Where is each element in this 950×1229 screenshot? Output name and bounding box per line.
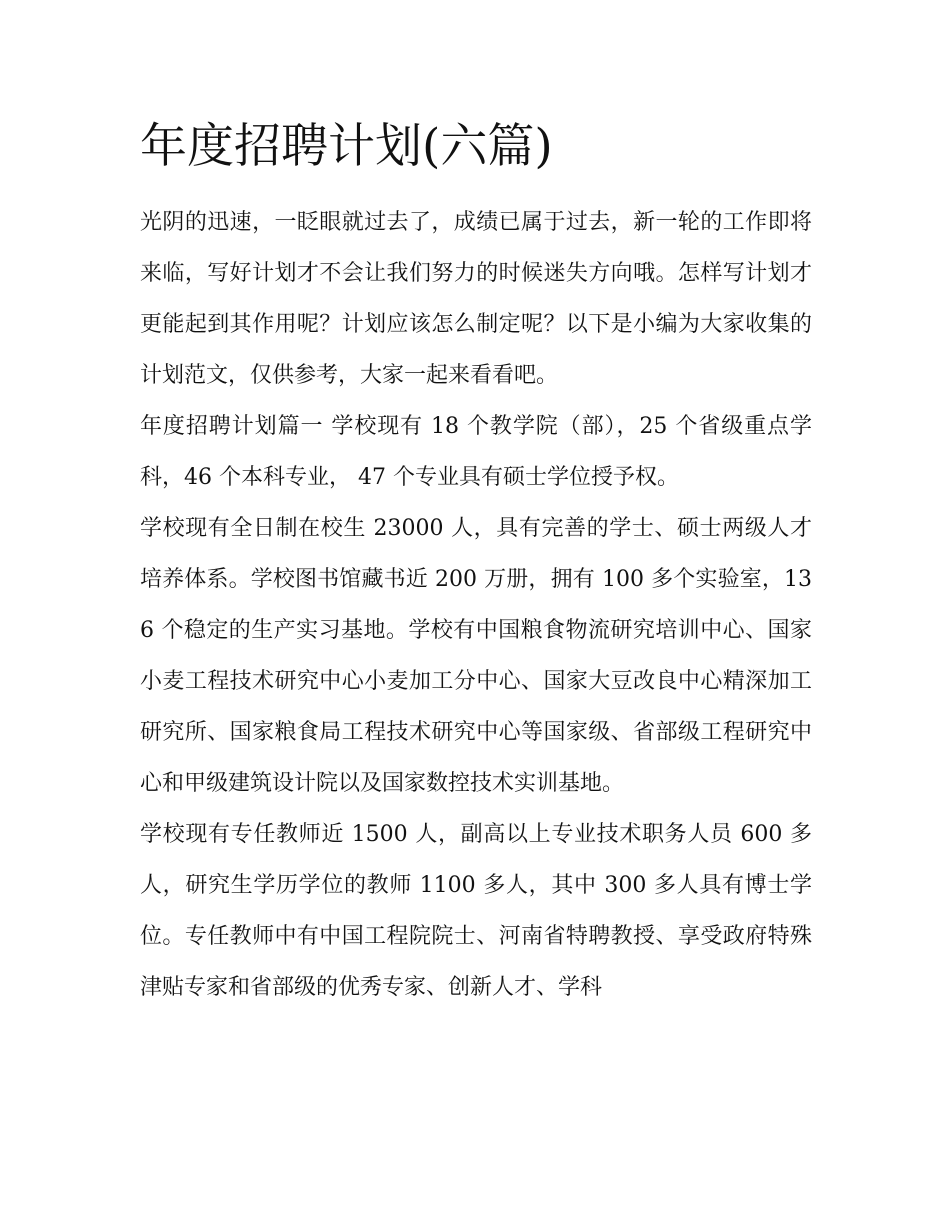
paragraph-students-facilities: 学校现有全日制在校生 23000 人，具有完善的学士、硕士两级人才培养体系。学校图书馆藏书近 200 万册，拥有 100 多个实验室，136 个稳定的生产实习基地。学校有中国粮食物流研究培训中心、国家小麦工程技术研究中心小麦加工分中心、国家大豆改良中心精深加工研究所、国家粮食局工程技术研究中心等国家级、省部级工程研究中心和甲级建筑设计院以及国家数控技术实训基地。 bbox=[140, 516, 812, 796]
paragraph-faculty: 学校现有专任教师近 1500 人，副高以上专业技术职务人员 600 多人，研究生学历学位的教师 1100 多人，其中 300 多人具有博士学位。专任教师中有中国工程院院士、河南省特聘教授、享受政府特殊津贴专家和省部级的优秀专家、创新人才、学科 bbox=[140, 822, 812, 1000]
paragraph-school-overview: 年度招聘计划篇一 学校现有 18 个教学院（部），25 个省级重点学科，46 个本科专业， 47 个专业具有硕士学位授予权。 bbox=[140, 414, 812, 490]
paragraph-intro: 光阴的迅速，一眨眼就过去了，成绩已属于过去，新一轮的工作即将来临，写好计划才不会让我们努力的时候迷失方向哦。怎样写计划才更能起到其作用呢？计划应该怎么制定呢？以下是小编为大家收集的计划范文，仅供参考，大家一起来看看吧。 bbox=[140, 210, 812, 388]
document-title: 年度招聘计划(六篇) bbox=[140, 119, 553, 174]
document-body bbox=[140, 197, 812, 1013]
